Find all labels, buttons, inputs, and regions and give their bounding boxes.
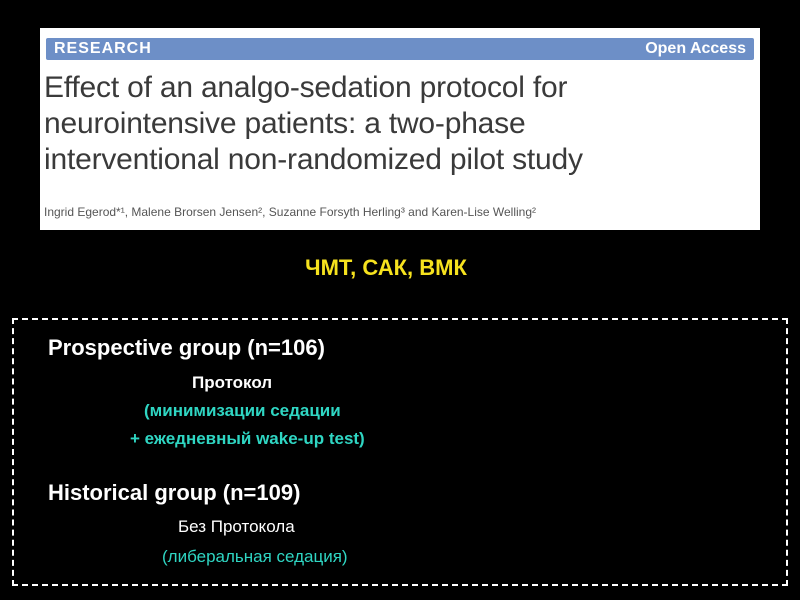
diagnoses-heading: ЧМТ, САК, ВМК (305, 255, 467, 280)
paper-authors: Ingrid Egerod*¹, Malene Brorsen Jensen², Suzanne Forsyth Herling³ and Karen-Lise Welling² (44, 205, 537, 219)
historical-detail-line: (либеральная седация) (162, 547, 348, 566)
prospective-group-title: Prospective group (n=106) (48, 335, 325, 360)
paper-title-line: interventional non-randomized pilot study (44, 143, 583, 176)
paper-header-image (40, 28, 760, 230)
paper-title-line: Effect of an analgo-sedation protocol for (44, 71, 568, 104)
historical-protocol-label: Без Протокола (178, 517, 295, 536)
paper-title (44, 70, 756, 178)
historical-group-title: Historical group (n=109) (48, 480, 301, 505)
open-access-label: Open Access (645, 40, 746, 57)
prospective-detail-line: + ежедневный wake-up test) (130, 429, 365, 448)
paper-section-label: RESEARCH (54, 40, 152, 57)
prospective-protocol-label: Протокол (192, 373, 273, 392)
paper-title-line: neurointensive patients: a two-phase (44, 107, 526, 140)
prospective-detail-line: (минимизации седации (144, 401, 341, 420)
paper-section-bar (46, 38, 754, 60)
